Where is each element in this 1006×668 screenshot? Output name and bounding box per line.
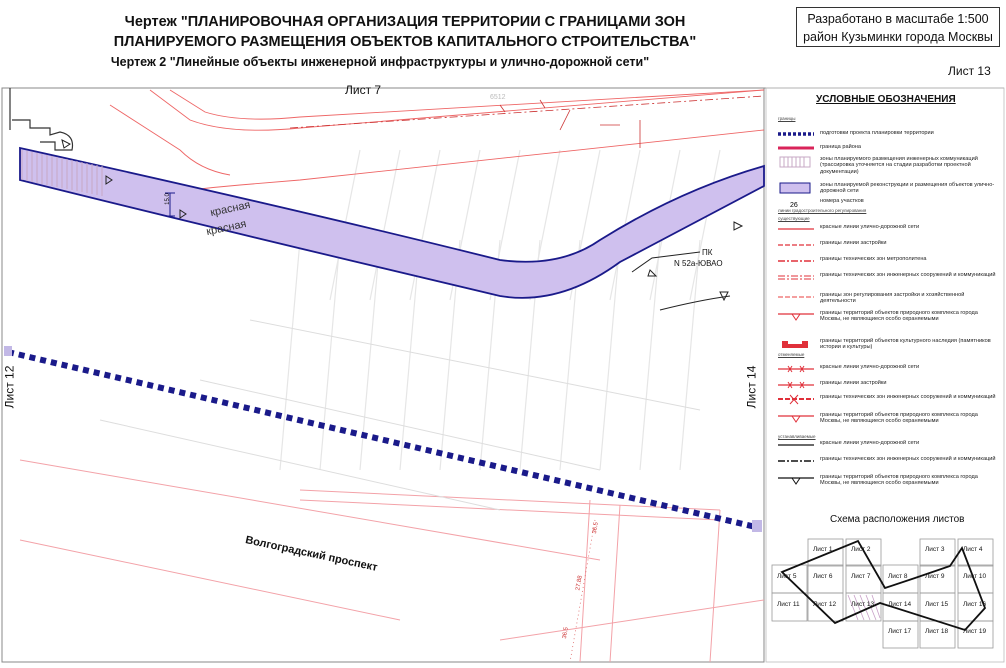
pk-label: ПК (702, 248, 713, 257)
sheet-number: Лист 13 (948, 64, 991, 78)
legend-item (768, 272, 1004, 286)
legend-symbol (776, 292, 816, 306)
legend-title: УСЛОВНЫЕ ОБОЗНАЧЕНИЯ (816, 94, 956, 105)
scheme-sheet-label: Лист 17 (888, 628, 912, 635)
legend-item-label: границы технических зон инженерных сооружений и коммуникаций (820, 272, 996, 278)
legend-item-label: номера участков (820, 198, 864, 204)
legend-item-label: красные линии улично-дорожной сети (820, 364, 920, 370)
legend-symbol (776, 380, 816, 394)
legend-item-label: границы технических зон инженерных сооружений и коммуникаций (820, 394, 996, 400)
dimension-c: 36.5 (561, 626, 570, 640)
sheet-label-top: Лист 7 (345, 83, 382, 97)
dimension-b: 27.88 (575, 575, 584, 591)
red-line-label-2: красная (205, 217, 248, 239)
legend-item (768, 182, 1004, 196)
scheme-sheet-label: Лист 3 (925, 546, 945, 553)
legend-item (768, 338, 1004, 352)
legend-item (768, 256, 1004, 270)
legend-item (768, 310, 1004, 324)
legend-section-lines: линии градостроительного регулирования (778, 208, 867, 213)
scheme-sheet-label: Лист 6 (813, 573, 833, 580)
drawing-title-line-2: ПЛАНИРУЕМОГО РАЗМЕЩЕНИЯ ОБЪЕКТОВ КАПИТАЛЬНОГО СТРОИТЕЛЬСТВА" (113, 34, 697, 50)
legend-symbol (776, 474, 816, 488)
scheme-sheet-label: Лист 5 (777, 573, 797, 580)
legend-item (768, 440, 1004, 454)
legend-symbol (776, 224, 816, 238)
legend-symbol (776, 130, 816, 144)
red-lines-south (20, 460, 764, 662)
legend-item (768, 292, 1004, 306)
legend-symbol (776, 310, 816, 324)
legend-item (768, 240, 1004, 254)
legend-symbol (776, 240, 816, 254)
red-lines-north (110, 90, 764, 200)
scheme-sheet-label: Лист 1 (813, 546, 833, 553)
legend-item-label: красные линии улично-дорожной сети (820, 224, 920, 230)
dimension-label: 15.0 (164, 193, 171, 205)
district-text: район Кузьминки города Москвы (803, 30, 993, 44)
legend-item-label: красные линии улично-дорожной сети (820, 440, 920, 446)
scheme-sheet-label: Лист 4 (963, 546, 983, 553)
sheet-label-right: Лист 14 (744, 365, 759, 409)
legend-section-borders: границы (778, 116, 796, 121)
legend-symbol (776, 394, 816, 408)
scheme-sheet-label: Лист 19 (963, 628, 987, 635)
legend-symbol (776, 182, 816, 196)
legend-item-label: границы зон регулирования застройки и хозяйственной деятельности (820, 292, 965, 305)
dim-line (570, 520, 595, 662)
legend-item-label: границы территорий объектов природного комплекса города Москвы, не являющиеся особо охраняемыми (820, 412, 978, 425)
legend-symbol (776, 156, 816, 170)
legend-item-label: зоны планируемой реконструкции и размещения объектов улично-дорожной сети (820, 182, 995, 195)
legend-item-label: границы линии застройки (820, 380, 887, 386)
red-line-label-1: красная (209, 198, 252, 220)
red-ticks (500, 100, 640, 148)
legend-item-label: граница района (820, 144, 862, 150)
legend-item-label: границы территорий объектов природного комплекса города Москвы, не являющиеся особо охраняемыми (820, 310, 978, 323)
legend-symbol (776, 272, 816, 286)
drawing-subtitle: Чертеж 2 "Линейные объекты инженерной инфраструктуры и улично-дорожной сети" (110, 55, 650, 69)
legend-symbol (776, 256, 816, 270)
legend-section-planned: устанавливаемые (778, 434, 816, 439)
scheme-sheet-label: Лист 14 (888, 601, 912, 608)
scheme-sheet-label: Лист 12 (813, 601, 837, 608)
scheme-sheet-label: Лист 2 (851, 546, 871, 553)
faint-number: 6512 (490, 94, 506, 101)
legend-item-label: границы технических зон инженерных сооружений и коммуникаций (820, 456, 996, 462)
legend-item-label: границы технических зон метрополитена (820, 256, 927, 262)
legend-symbol (776, 364, 816, 378)
legend-item (768, 394, 1004, 408)
legend-symbol (776, 338, 816, 352)
legend-item (768, 380, 1004, 394)
street-name: Волгоградский проспект (244, 534, 379, 574)
scheme-sheet-label: Лист 18 (925, 628, 949, 635)
legend-item-label: границы территорий объектов культурного наследия (памятников истории и культуры) (820, 338, 991, 351)
scheme-sheet-label: Лист 8 (888, 573, 908, 580)
legend-item-label: зоны планируемого размещения инженерных коммуникаций (трассировка уточняется на стадии разработки проектной документации) (820, 156, 978, 175)
legend-item (768, 130, 1004, 144)
legend-item (768, 474, 1004, 488)
legend-item-label: границы территорий объектов природного комплекса города Москвы, не являющиеся особо охраняемыми (820, 474, 978, 487)
scheme-sheet-label: Лист 9 (925, 573, 945, 580)
parcel-number-sample: 26 (790, 202, 798, 209)
legend-section-cancel: отменяемые (778, 352, 805, 357)
legend-item-label: подготовки проекта планировки территории (820, 130, 934, 136)
legend-symbol (776, 440, 816, 454)
district-boundary (8, 352, 760, 528)
scale-text: Разработано в масштабе 1:500 (807, 12, 989, 26)
scheme-sheet-label: Лист 11 (777, 601, 800, 608)
legend-item-label: границы линии застройки (820, 240, 887, 246)
legend-item (768, 412, 1004, 426)
sheet-label-left: Лист 12 (2, 365, 17, 409)
legend-item (768, 456, 1004, 470)
legend-item (768, 156, 1004, 175)
legend-section-existing: существующие (778, 216, 810, 221)
scheme-title: Схема расположения листов (830, 514, 965, 525)
legend-item (768, 364, 1004, 378)
scheme-sheet-label: Лист 10 (963, 573, 987, 580)
scheme-sheet-label: Лист 13 (851, 601, 875, 608)
scheme-sheet-label: Лист 15 (925, 601, 949, 608)
red-dashed-north (290, 96, 764, 128)
scheme-sheet-label: Лист 7 (851, 573, 871, 580)
pk-number: N 52а-ЮВАО (674, 259, 723, 268)
scheme-sheet-label: Лист 16 (963, 601, 987, 608)
legend-symbol (776, 456, 816, 470)
legend-symbol (776, 412, 816, 426)
background-hatch (280, 150, 720, 470)
drawing-title-line-1: Чертеж "ПЛАНИРОВОЧНАЯ ОРГАНИЗАЦИЯ ТЕРРИТОРИИ С ГРАНИЦАМИ ЗОН (124, 14, 686, 30)
dimension-a: 36.5 (591, 521, 600, 535)
legend-item (768, 224, 1004, 238)
